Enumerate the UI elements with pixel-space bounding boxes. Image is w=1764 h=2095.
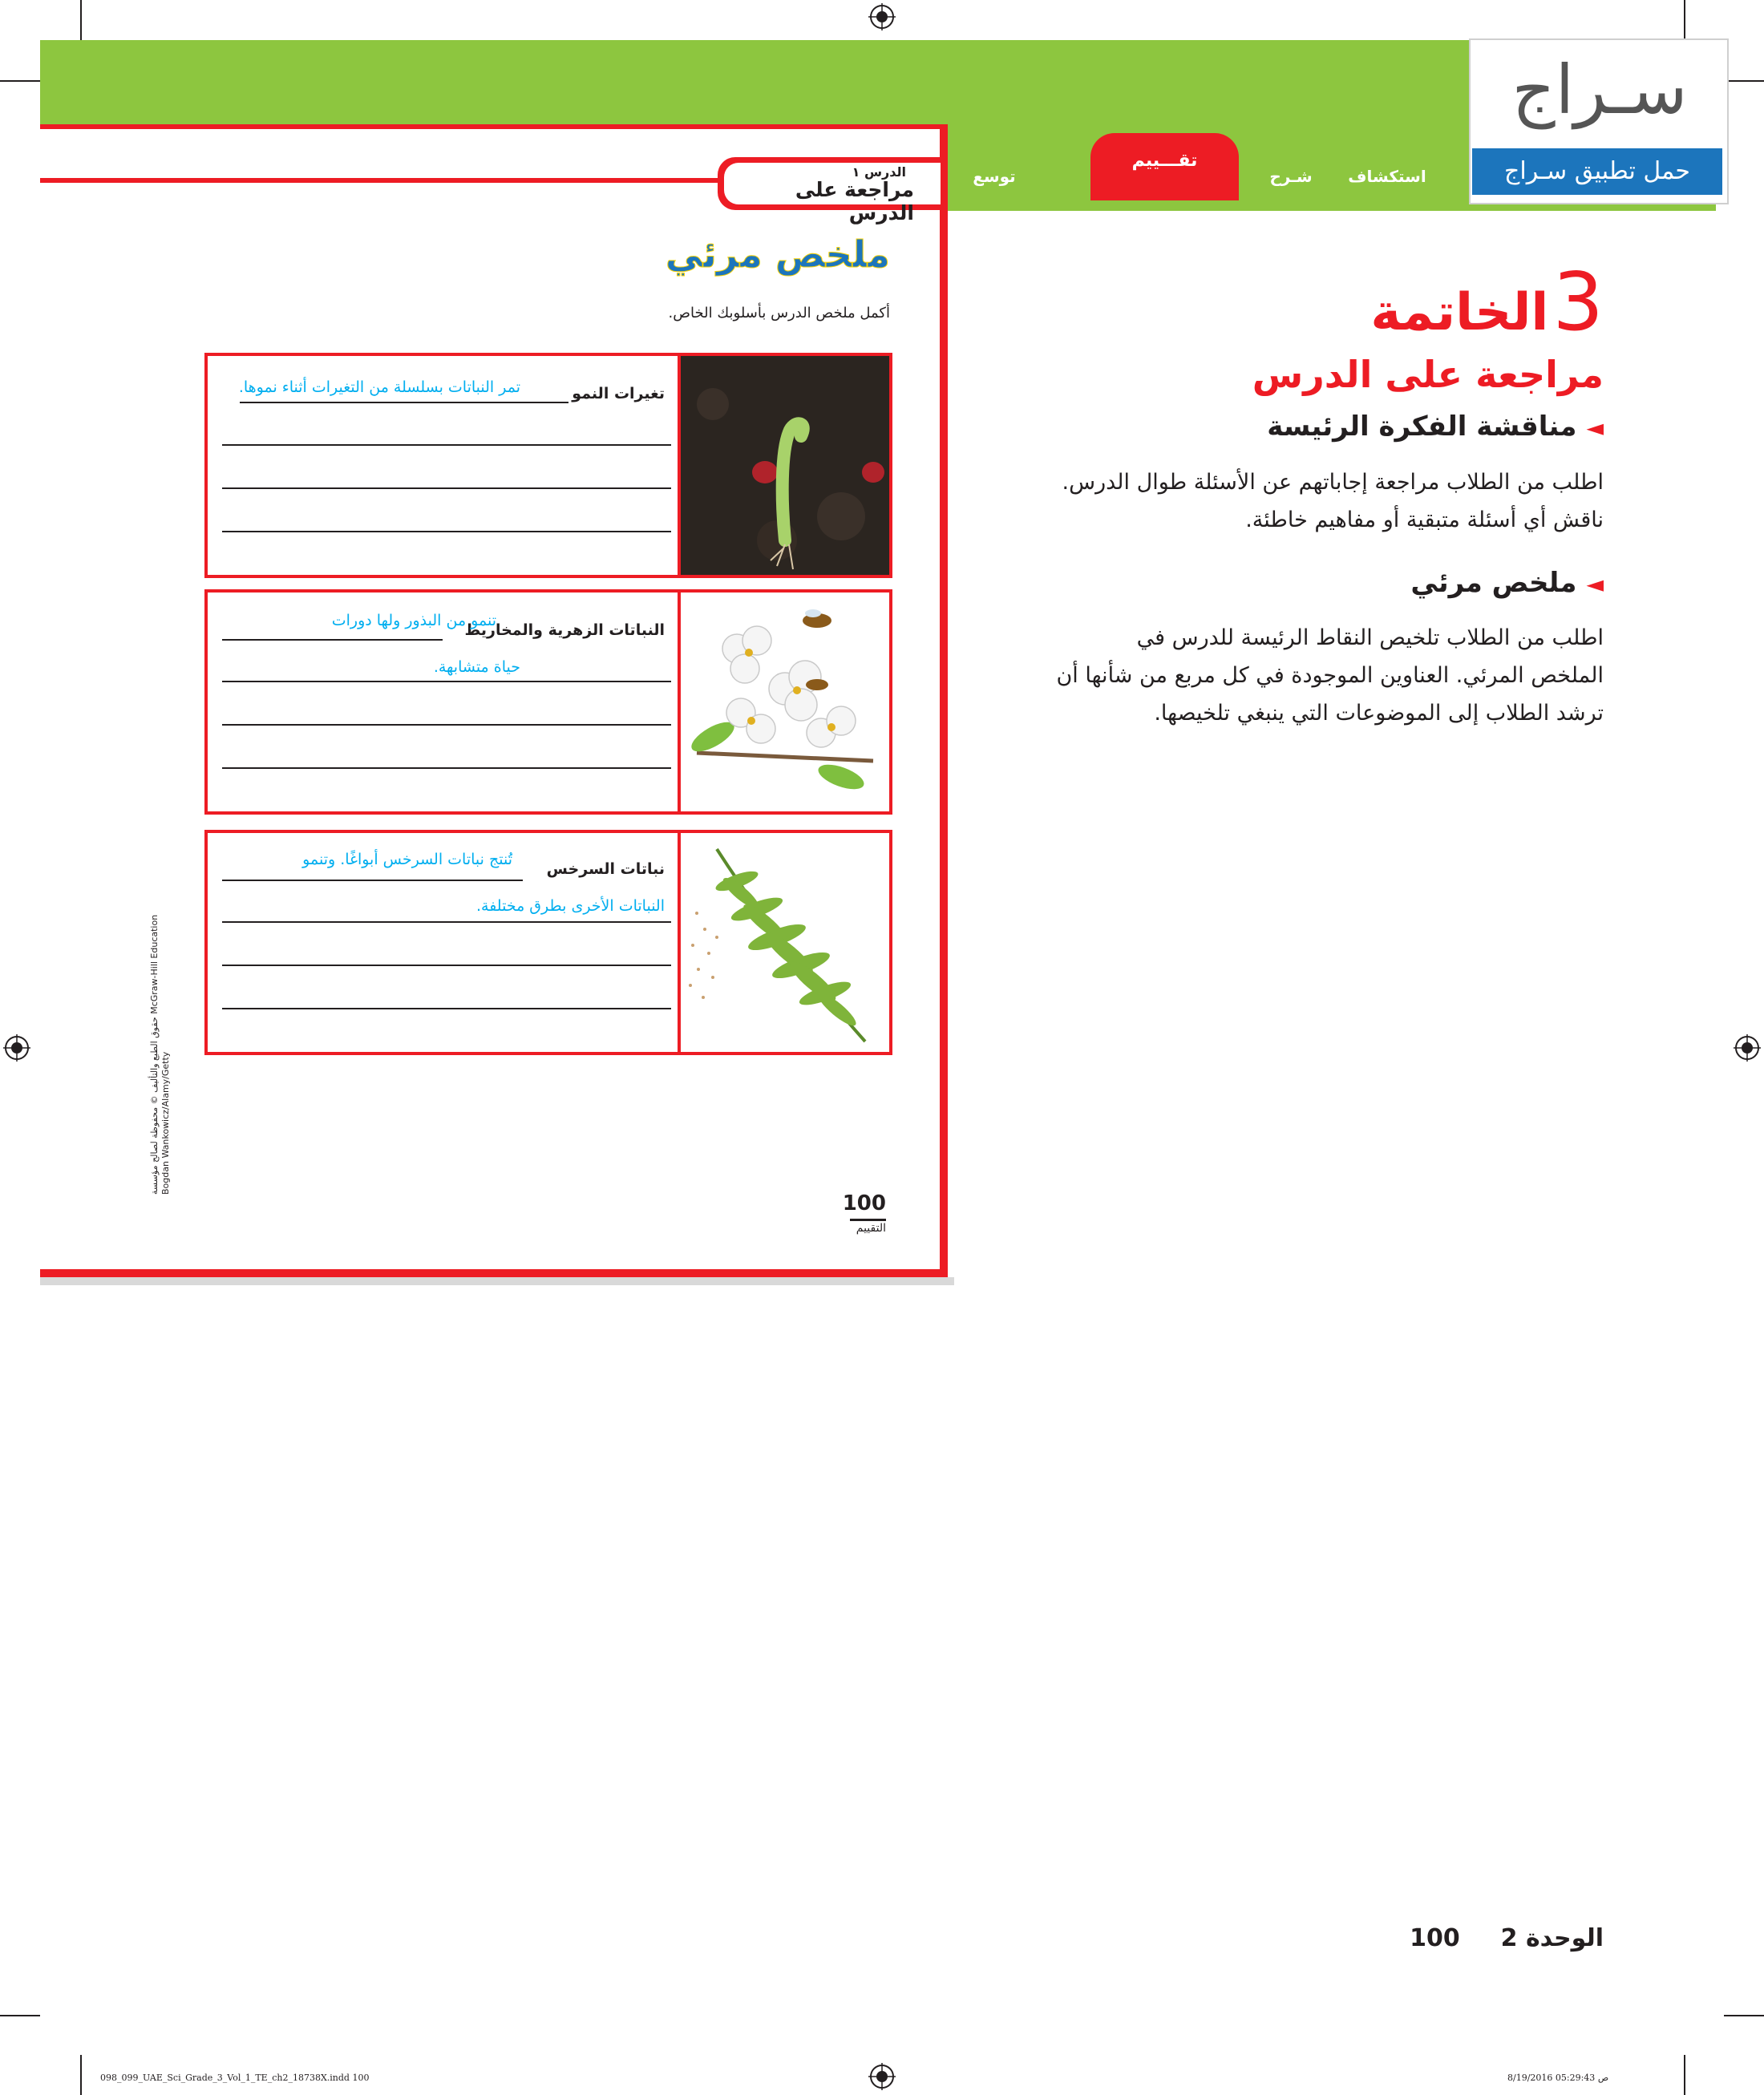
crop-mark — [0, 2015, 40, 2016]
writing-line[interactable] — [222, 681, 671, 682]
writing-line[interactable] — [240, 402, 568, 403]
main-idea-heading — [1123, 411, 1604, 443]
logo: سـراج — [1511, 51, 1688, 129]
crop-mark — [1724, 2015, 1764, 2016]
tab-evaluate[interactable]: تقـــييم — [1090, 133, 1239, 200]
crop-mark — [1724, 80, 1764, 82]
text-line: اطلب من الطلاب مراجعة إجاباتهم عن الأسئلة طوال الدرس. — [1062, 470, 1604, 495]
crop-mark — [80, 0, 82, 40]
text-line: ترشد الطلاب إلى الموضوعات التي ينبغي تلخيصها. — [1154, 701, 1604, 726]
heading-text: ملخص مرئي — [1410, 567, 1577, 599]
arrow-left-icon: ◄ — [1586, 415, 1604, 441]
tab-explore[interactable]: استكشاف — [1348, 167, 1426, 186]
registration-mark-icon — [868, 3, 896, 30]
section-heading — [1331, 255, 1604, 349]
visual-summary-heading — [1123, 567, 1604, 599]
crop-mark — [80, 2055, 82, 2095]
card-answer: تُنتج نباتات السرخس أبواغًا. وتنمو — [302, 851, 512, 868]
card-label: نباتات السرخس — [546, 860, 665, 878]
credit-line: Bogdan Wankowicz/Alamy/Getty — [160, 1051, 171, 1195]
photo-credit — [144, 898, 171, 1203]
card-answer: تمر النباتات بسلسلة من التغيرات أثناء نموها. — [238, 378, 520, 396]
summary-card-flowering — [204, 589, 892, 815]
text-line: اطلب من الطلاب تلخيص النقاط الرئيسة للدرس في — [1136, 625, 1604, 650]
footer-page-number: 100 — [1410, 1924, 1460, 1952]
writing-line[interactable] — [222, 880, 523, 881]
writing-line[interactable] — [222, 639, 443, 641]
tab-expand[interactable]: توسع — [973, 167, 1016, 186]
writing-line[interactable] — [222, 724, 671, 726]
page-footer — [1363, 1924, 1604, 1952]
instruction-text: أكمل ملخص الدرس بأسلوبك الخاص. — [668, 305, 890, 322]
registration-mark-icon — [868, 2063, 896, 2090]
footer-unit-label: الوحدة 2 — [1500, 1924, 1604, 1952]
card-answer: حياة متشابهة. — [433, 658, 520, 676]
crop-mark — [1684, 2055, 1685, 2095]
card-answer: تنمو من البذور ولها دورات — [331, 612, 496, 629]
lesson-number: الدرس ١ — [852, 164, 906, 180]
writing-line[interactable] — [222, 921, 671, 923]
page-number-underline — [850, 1219, 886, 1221]
arrow-left-icon: ◄ — [1586, 571, 1604, 597]
writing-line[interactable] — [222, 444, 671, 446]
section-number: 3 — [1552, 255, 1604, 349]
frame-line — [40, 178, 730, 183]
frame-line — [40, 124, 940, 129]
card-label: تغيرات النمو — [572, 385, 665, 402]
tab-explain[interactable]: شـرح — [1269, 167, 1313, 186]
writing-line[interactable] — [222, 965, 671, 966]
credit-line: حقوق الطبع والتأليف © محفوظة لصالح مؤسسة McGraw-Hill Education — [149, 914, 160, 1195]
file-slug: 098_099_UAE_Sci_Grade_3_Vol_1_TE_ch2_18738X.indd 100 — [100, 2073, 370, 2083]
writing-line[interactable] — [222, 767, 671, 769]
summary-card-fern — [204, 830, 892, 1055]
text-line: ناقش أي أسئلة متبقية أو مفاهيم خاطئة. — [1245, 508, 1604, 532]
card-answer: النباتات الأخرى بطرق مختلفة. — [475, 897, 665, 915]
inner-page-label: التقييم — [856, 1222, 886, 1235]
heading-text: مناقشة الفكرة الرئيسة — [1267, 411, 1577, 443]
registration-mark-icon — [1734, 1034, 1761, 1062]
date-slug: 8/19/2016 05:29:43 ص — [1507, 2073, 1609, 2083]
main-idea-text — [994, 463, 1604, 539]
section-title: الخاتمة — [1370, 283, 1549, 342]
visual-summary-title: ملخص مرئي — [665, 233, 890, 276]
lesson-phase-tabs — [942, 152, 1431, 200]
registration-mark-icon — [3, 1034, 30, 1062]
seedling-photo — [678, 356, 889, 575]
lesson-review-title: مراجعة على الدرس — [795, 178, 914, 224]
visual-summary-text — [994, 619, 1604, 732]
writing-line[interactable] — [222, 487, 671, 489]
frame-line — [40, 1269, 948, 1277]
crop-mark — [0, 80, 40, 82]
app-download-strip[interactable]: حمل تطبيق سـراج — [1472, 148, 1722, 195]
summary-card-growth — [204, 353, 892, 578]
crop-mark — [1684, 0, 1685, 40]
writing-line[interactable] — [222, 531, 671, 532]
fern-photo — [678, 833, 889, 1052]
writing-line[interactable] — [222, 1008, 671, 1009]
page-shadow — [40, 1277, 954, 1285]
text-line: الملخص المرئي. العناوين الموجودة في كل مربع من شأنها أن — [1056, 663, 1604, 688]
card-label: النباتات الزهرية والمخاريط — [464, 621, 665, 639]
frame-line — [940, 124, 948, 1277]
flowers-bees-photo — [678, 593, 889, 811]
review-title: مراجعة على الدرس — [1252, 353, 1604, 396]
inner-page-number: 100 — [842, 1191, 886, 1215]
